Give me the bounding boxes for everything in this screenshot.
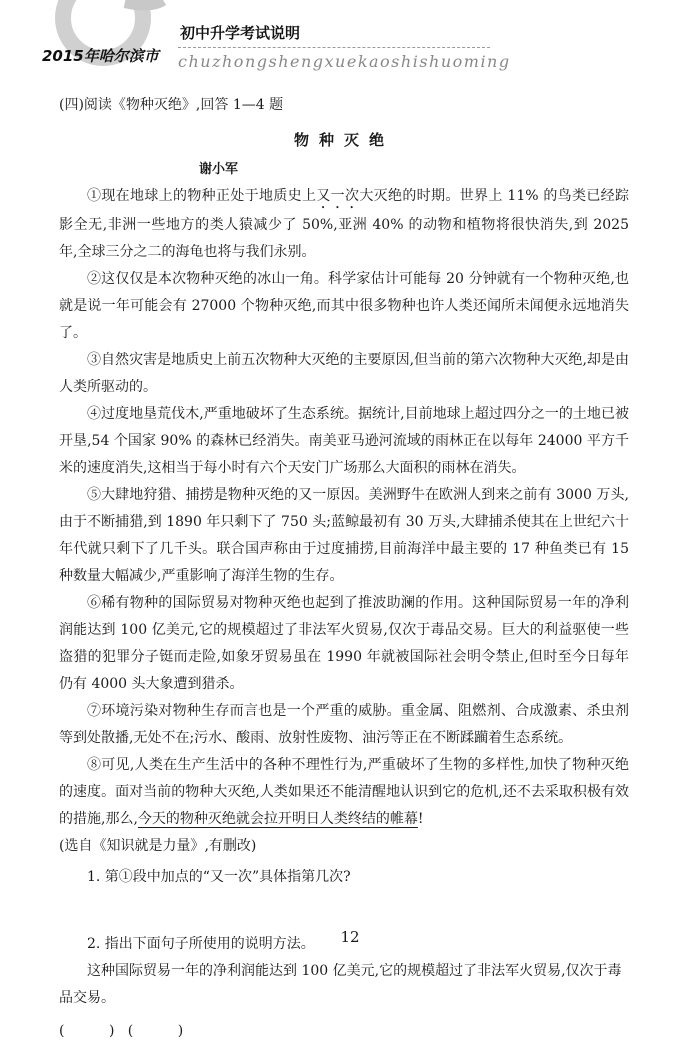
paragraph-4: ④过度地垦荒伐木,严重地破坏了生态系统。据统计,目前地球上超过四分之一的土地已被开垦,54 个国家 90% 的森林已经消失。南美亚马逊河流域的雨林正在以每年 24000 平方千米的速度消失,这相当于每小时有六个天安门广场那么大面积的雨林在消失。 bbox=[59, 406, 629, 476]
page-content bbox=[59, 92, 629, 1045]
header-logo-icon bbox=[55, 0, 175, 80]
paragraph-3: ③自然灾害是地质史上前五次物种大灭绝的主要原因,但当前的第六次物种大灭绝,却是由人类所驱动的。 bbox=[59, 352, 629, 395]
paragraph-6: ⑥稀有物种的国际贸易对物种灭绝也起到了推波助澜的作用。这种国际贸易一年的净利润能达到 100 亿美元,它的规模超过了非法军火贸易,仅次于毒品交易。巨大的利益驱使一些盗猎的犯罪分子铤而走险,如象牙贸易虽在 1990 年就被国际社会明令禁止,但时至今日每年仍有 4000 头大象遭到猎杀。 bbox=[59, 595, 629, 692]
question-2-sentence: 这种国际贸易一年的净利润能达到 100 亿美元,它的规模超过了非法军火贸易,仅次于毒品交易。 bbox=[59, 963, 622, 1006]
paragraph-8: ⑧可见,人类在生产生活中的各种不理性行为,严重破坏了生物的多样性,加快了物种灭绝的速度。面对当前的物种大灭绝,人类如果还不能清醒地认识到它的危机,还不去采取积极有效的措施,那么,今天的物种灭绝就会拉开明日人类终结的帷幕! bbox=[59, 757, 629, 827]
dotted-phrase: 又一次 bbox=[316, 188, 360, 204]
answer-space-1 bbox=[59, 891, 629, 931]
header-pinyin: chuzhongshengxuekaoshishuoming bbox=[178, 52, 511, 71]
paragraph-5: ⑤大肆地狩猎、捕捞是物种灭绝的又一原因。美洲野牛在欧洲人到来之前有 3000 万头,由于不断捕猎,到 1890 年只剩下了 750 头;蓝鲸最初有 30 万头,大肆捕杀使其在上世纪六十年代就只剩下了几千头。联合国声称由于过度捕捞,目前海洋中最主要的 17 种鱼类已有 15 种数量大幅减少,严重影响了海洋生物的生存。 bbox=[59, 487, 629, 584]
page-number: 12 bbox=[340, 928, 360, 946]
paragraph-2: ②这仅仅是本次物种灭绝的冰山一角。科学家估计可能每 20 分钟就有一个物种灭绝,也就是说一年可能会有 27000 个物种灭绝,而其中很多物种也许人类还闻所未闻便永远地消失了。 bbox=[59, 271, 629, 341]
article-title: 物种灭绝 bbox=[293, 131, 394, 149]
header-divider bbox=[178, 47, 490, 48]
paragraph-1: ①现在地球上的物种正处于地质史上又一次大灭绝的时期。世界上 11% 的鸟类已经踪影全无,非洲一些地方的类人猿减少了 50%,亚洲 40% 的动物和植物将很快消失,到 2025 年,全球三分之二的海龟也将与我们永别。 bbox=[59, 188, 629, 260]
paragraph-7: ⑦环境污染对物种生存而言也是一个严重的威胁。重金属、阻燃剂、合成激素、杀虫剂等到处散播,无处不在;污水、酸雨、放射性废物、油污等正在不断蹂躏着生态系统。 bbox=[59, 703, 629, 746]
section-heading: (四)阅读《物种灭绝》,回答 1—4 题 bbox=[59, 97, 284, 113]
question-2: 2. 指出下面句子所使用的说明方法。 bbox=[87, 936, 315, 952]
article-author: 谢小军 bbox=[199, 162, 239, 177]
question-1: 1. 第①段中加点的“又一次”具体指第几次? bbox=[87, 869, 351, 885]
source-note: (选自《知识就是力量》,有删改) bbox=[59, 838, 257, 854]
underlined-sentence: 今天的物种灭绝就会拉开明日人类终结的帷幕 bbox=[137, 811, 418, 827]
header-year-city: 2015年哈尔滨市 bbox=[42, 47, 159, 65]
header-title: 初中升学考试说明 bbox=[180, 24, 301, 42]
answer-blanks: ( ) ( ) bbox=[59, 1023, 184, 1039]
